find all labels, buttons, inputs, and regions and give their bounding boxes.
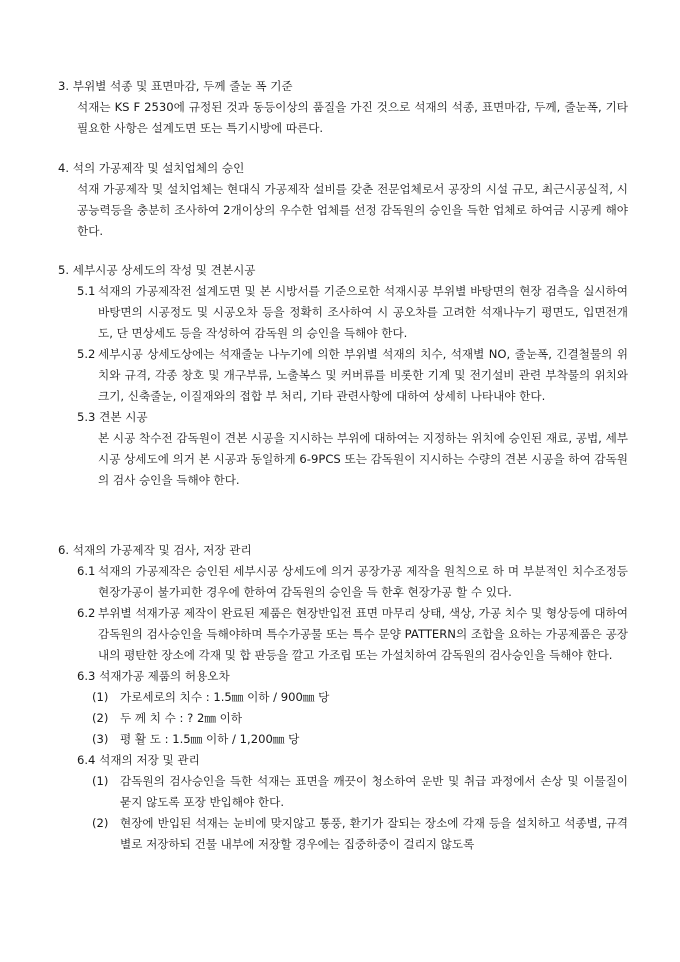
- item-text: 두 께 치 수 : ? 2㎜ 이하: [120, 711, 243, 725]
- section-5-heading: 5. 세부시공 상세도의 작성 및 견본시공: [58, 263, 256, 277]
- section-4-body: 석재 가공제작 및 설치업체는 현대식 가공제작 설비를 갖춘 전문업체로서 공장의 시설 규모, 최근시공실적, 시공능력등을 충분히 조사하여 2개이상의 우수한 업체를 선정 감독원의 승인을 득한 업체로 하여금 시공케 해야 한다.: [77, 182, 628, 238]
- item-number: (1): [92, 774, 109, 788]
- subsection-number: 5.2: [77, 347, 96, 361]
- subsection-text: 석재의 가공제작전 설계도면 및 본 시방서를 기준으로한 석재시공 부위별 바탕면의 현장 검측을 실시하여 바탕면의 시공정도 및 시공오차 등을 정확히 조사하여 시 공오차를 고려한 석재나누기 평면도, 입면전개도, 단 면상세도 등을 작성하여 감독원 의 승인을 득해야 한다.: [98, 284, 628, 340]
- subsection-5-2: [58, 344, 628, 407]
- item-text: 현장에 반입된 석재는 눈비에 맞지않고 통풍, 환기가 잘되는 장소에 각재 등을 설치하고 석종별, 규격별로 저장하되 건물 내부에 저장할 경우에는 집중하중이 걸리지 않도록: [120, 816, 628, 851]
- section-6-heading: 6. 석재의 가공제작 및 검사, 저장 관리: [58, 543, 252, 557]
- tolerance-item: [58, 729, 628, 750]
- subsection-6-3-title: 6.3 석재가공 제품의 허용오차: [77, 669, 230, 683]
- section-4-heading: 4. 석의 가공제작 및 설치업체의 승인: [58, 161, 245, 175]
- item-text: 가로세로의 치수 : 1.5㎜ 이하 / 900㎜ 당: [120, 690, 330, 704]
- subsection-text: 세부시공 상세도상에는 석재줄눈 나누기에 의한 부위별 석재의 치수, 석재별 NO, 줄눈폭, 긴결철물의 위치와 규격, 각종 창호 및 개구부류, 노출복스 및 커버류를 비롯한 기계 및 전기설비 관련 부착물의 위치와 크기, 신축줄눈, 이질재와의 접합 부 처리, 기타 관련사항에 대하여 상세히 나타내야 한다.: [98, 347, 628, 403]
- section-3: [58, 76, 628, 139]
- section-3-heading: 3. 부위별 석종 및 표면마감, 두께 줄눈 폭 기준: [58, 79, 293, 93]
- item-number: (1): [92, 690, 109, 704]
- section-3-body: 석재는 KS F 2530에 규정된 것과 동등이상의 품질을 가진 것으로 석재의 석종, 표면마감, 두께, 줄눈폭, 기타 필요한 사항은 설계도면 또는 특기시방에 따른다.: [77, 100, 628, 135]
- item-number: (3): [92, 732, 109, 746]
- subsection-number: 6.2: [77, 606, 96, 620]
- section-6: [58, 540, 628, 855]
- subsection-5-1: [58, 281, 628, 344]
- section-4: [58, 158, 628, 242]
- item-text: 평 활 도 : 1.5㎜ 이하 / 1,200㎜ 당: [120, 732, 300, 746]
- section-5: [58, 260, 628, 491]
- subsection-5-3-title: 5.3 견본 시공: [77, 410, 148, 424]
- item-text: 감독원의 검사승인을 득한 석재는 표면을 깨끗이 청소하여 운반 및 취급 과정에서 손상 및 이물질이 묻지 않도록 포장 반입해야 한다.: [120, 774, 628, 809]
- subsection-6-4-title: 6.4 석재의 저장 및 관리: [77, 753, 200, 767]
- item-number: (2): [92, 816, 109, 830]
- tolerance-item: [58, 708, 628, 729]
- tolerance-item: [58, 687, 628, 708]
- subsection-text: 석재의 가공제작은 승인된 세부시공 상세도에 의거 공장가공 제작을 원칙으로 하 며 부분적인 치수조정등 현장가공이 불가피한 경우에 한하여 감독원의 승인을 득 한후 현장가공 할 수 있다.: [98, 564, 628, 599]
- storage-item: [58, 813, 628, 855]
- subsection-5-3-text: 본 시공 착수전 감독원이 견본 시공을 지시하는 부위에 대하여는 지정하는 위치에 승인된 재료, 공법, 세부시공 상세도에 의거 본 시공과 동일하게 6-9PCS 또는 감독원이 지시하는 수량의 견본 시공을 하여 감독원의 검사 승인을 득해야 한다.: [98, 431, 628, 487]
- subsection-text: 부위별 석재가공 제작이 완료된 제품은 현장반입전 표면 마무리 상태, 색상, 가공 치수 및 형상등에 대하여 감독원의 검사승인을 득해야하며 특수가공물 또는 특수 문양 PATTERN의 조합을 요하는 가공제품은 공장내의 평탄한 장소에 각재 및 합 판등을 깔고 가조립 또는 가설치하여 감독원의 검사승인을 득해야 한다.: [98, 606, 628, 662]
- subsection-6-2: [58, 603, 628, 666]
- storage-item: [58, 771, 628, 813]
- subsection-6-1: [58, 561, 628, 603]
- subsection-number: 6.1: [77, 564, 96, 578]
- subsection-number: 5.1: [77, 284, 96, 298]
- item-number: (2): [92, 711, 109, 725]
